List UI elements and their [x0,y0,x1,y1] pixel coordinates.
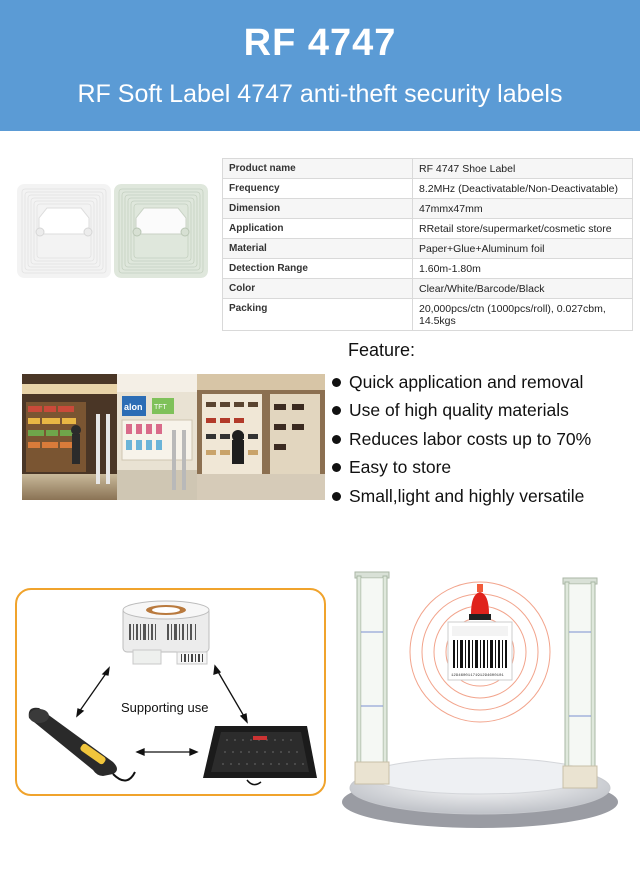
table-row [223,199,633,219]
spec-value: RF 4747 Shoe Label [413,159,633,179]
store-sign-text: alon [124,402,143,412]
bullet-icon [332,378,341,387]
spec-label: Frequency [223,179,413,199]
table-row [223,299,633,331]
feature-heading: Feature: [348,340,416,360]
bullet-icon [332,406,341,415]
supporting-use-panel [15,588,326,796]
feature-text: Small,light and highly versatile [349,485,585,506]
alarm-light-icon [469,584,491,620]
white-label-image [17,184,111,278]
store-sign-text: TFT [154,404,167,411]
spec-value: 1.60m-1.80m [413,259,633,279]
spec-value: 47mmx47mm [413,199,633,219]
spec-value: Paper+Glue+Aluminum foil [413,239,633,259]
table-row [223,259,633,279]
feature-text: Reduces labor costs up to 70% [349,428,592,449]
supporting-use-caption: Supporting use [121,700,209,715]
spec-value: Clear/White/Barcode/Black [413,279,633,299]
handheld-detector-icon [29,708,135,781]
spec-value: 20,000pcs/ctn (1000pcs/roll), 0.027cbm, 14.5kgs [413,299,633,331]
deactivator-pad-icon [203,726,317,785]
spec-label: Dimension [223,199,413,219]
spec-label: Material [223,239,413,259]
table-row [223,159,633,179]
feature-text: Easy to store [349,457,452,478]
feature-text: Use of high quality materials [349,400,569,421]
label-roll-icon [123,601,209,652]
security-gate-right-icon [563,578,597,788]
spec-label: Packing [223,299,413,331]
feature-text: Quick application and removal [349,371,584,392]
table-row [223,239,633,259]
list-item [332,425,591,454]
table-row [223,179,633,199]
retail-store-photo [22,374,325,500]
barcode-tag-icon [448,622,512,680]
list-item [332,397,591,426]
barcode-number: 1294600117191294600101 [451,674,504,678]
page-title: RF 4747 [243,22,397,64]
spec-label: Detection Range [223,259,413,279]
list-item [332,368,591,397]
spec-value: 8.2MHz (Deactivatable/Non-Deactivatable) [413,179,633,199]
spec-value: RRetail store/supermarket/cosmetic store [413,219,633,239]
spec-table [222,158,633,331]
clear-label-image [114,184,208,278]
bullet-icon [332,463,341,472]
table-row [223,279,633,299]
security-gate-left-icon [355,572,389,784]
table-row [223,219,633,239]
security-gate-illustration [335,562,625,832]
spec-label: Color [223,279,413,299]
spec-label: Product name [223,159,413,179]
list-item [332,454,591,483]
page-subtitle: RF Soft Label 4747 anti-theft security labels [77,80,563,108]
list-item [332,482,591,511]
spec-label: Application [223,219,413,239]
bullet-icon [332,435,341,444]
header-banner [0,0,640,131]
bullet-icon [332,492,341,501]
